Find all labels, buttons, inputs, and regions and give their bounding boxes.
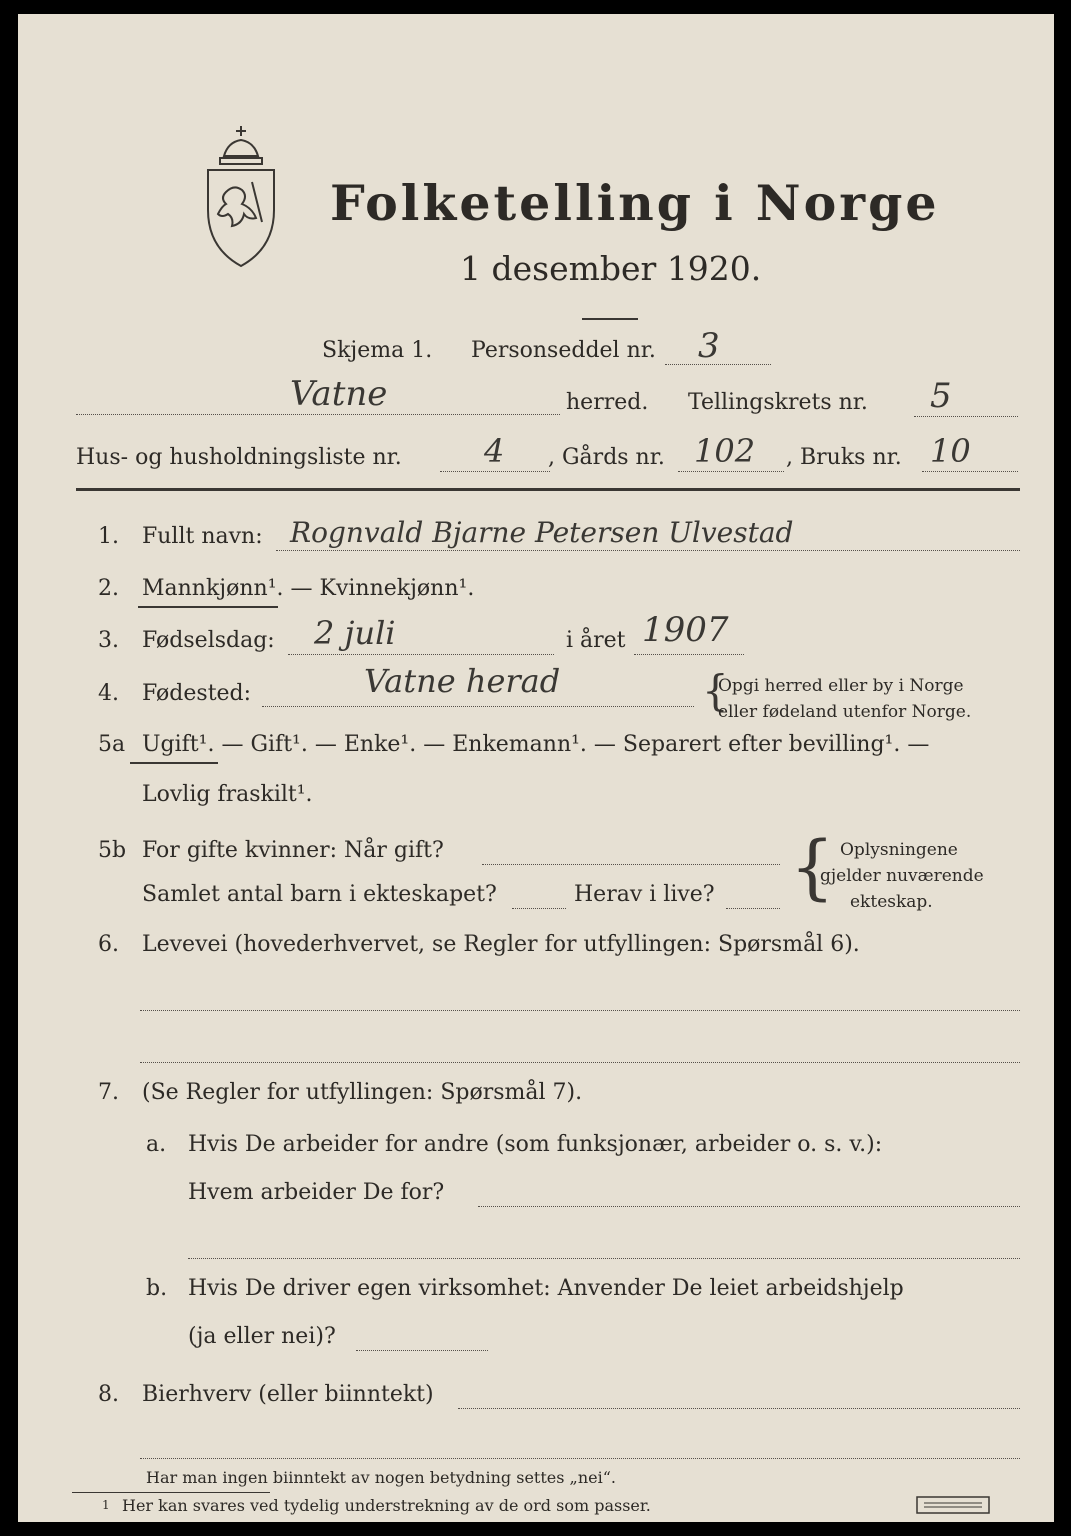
q5a-number: 5a: [98, 732, 126, 757]
q7a-line1: Hvis De arbeider for andre (som funksjonær, arbeider o. s. v.):: [188, 1132, 883, 1157]
q7b-number: b.: [146, 1276, 168, 1301]
occupation-line-2: [140, 1062, 1020, 1063]
alive-line: [726, 908, 780, 909]
marital-underline: [130, 762, 218, 764]
q3-label: Fødselsdag:: [142, 628, 275, 653]
year-line: [634, 654, 744, 655]
census-form-page: [18, 14, 1054, 1522]
gards-line: [678, 471, 784, 472]
side-income-line-2: [140, 1458, 1020, 1459]
q5b-number: 5b: [98, 838, 127, 863]
tellingskrets-line: [914, 416, 1018, 417]
herred-value[interactable]: Vatne: [290, 374, 388, 414]
tellingskrets-value[interactable]: 5: [930, 376, 952, 416]
personseddel-value[interactable]: 3: [698, 326, 720, 366]
herred-label: herred.: [566, 390, 649, 415]
q4-note-line1: Opgi herred eller by i Norge: [718, 676, 964, 696]
q7a-number: a.: [146, 1132, 167, 1157]
herred-line: [76, 414, 560, 415]
q4-line: [262, 706, 694, 707]
q3-number: 3.: [98, 628, 119, 653]
q7-label: (Se Regler for utfyllingen: Spørsmål 7).: [142, 1080, 583, 1105]
q2-number: 2.: [98, 576, 119, 601]
birth-year-value[interactable]: 1907: [642, 610, 729, 650]
year-label: i året: [566, 628, 626, 653]
q7-number: 7.: [98, 1080, 119, 1105]
q5b-note-line3: ekteskap.: [850, 892, 933, 912]
header-rule: [76, 488, 1020, 491]
q7b-line2: (ja eller nei)?: [188, 1324, 336, 1349]
gender-options[interactable]: Mannkjønn¹. — Kvinnekjønn¹.: [142, 576, 475, 601]
q5b-brace: {: [790, 826, 835, 908]
footnote-rule: [72, 1492, 270, 1493]
husliste-value[interactable]: 4: [484, 432, 505, 470]
side-income-line-1: [458, 1408, 1020, 1409]
full-name-value[interactable]: Rognvald Bjarne Petersen Ulvestad: [290, 516, 794, 549]
income-note: Har man ingen biinntekt av nogen betydning settes „nei“.: [146, 1468, 616, 1487]
norwegian-coat-of-arms-icon: [196, 122, 286, 272]
q3-line: [288, 654, 554, 655]
q1-label: Fullt navn:: [142, 524, 263, 549]
marital-status-options[interactable]: Ugift¹. — Gift¹. — Enke¹. — Enkemann¹. — Separert efter bevilling¹. —: [142, 732, 930, 757]
married-when-line: [482, 864, 780, 865]
q1-line: [276, 550, 1020, 551]
marital-status-line2[interactable]: Lovlig fraskilt¹.: [142, 782, 313, 807]
q7b-line1: Hvis De driver egen virksomhet: Anvender De leiet arbeidshjelp: [188, 1276, 904, 1301]
schema-label: Skjema 1.: [322, 338, 433, 363]
husliste-line: [440, 471, 550, 472]
form-title: Folketelling i Norge: [330, 174, 940, 232]
gender-underline: [138, 606, 278, 608]
bruks-value[interactable]: 10: [930, 432, 971, 470]
q6-number: 6.: [98, 932, 119, 957]
gards-label: , Gårds nr.: [548, 445, 665, 470]
hired-help-line: [356, 1350, 488, 1351]
q4-note-line2: eller fødeland utenfor Norge.: [718, 702, 972, 722]
bruks-line: [922, 471, 1018, 472]
q5b-children-label: Samlet antal barn i ekteskapet?: [142, 882, 497, 907]
birthplace-value[interactable]: Vatne herad: [364, 662, 561, 700]
q4-label: Fødested:: [142, 681, 252, 706]
bruks-label: , Bruks nr.: [786, 445, 902, 470]
occupation-line-1: [140, 1010, 1020, 1011]
birthday-value[interactable]: 2 juli: [314, 614, 396, 652]
children-line: [512, 908, 566, 909]
gards-value[interactable]: 102: [694, 432, 756, 470]
employer-line-1: [478, 1206, 1020, 1207]
q5b-note-line1: Oplysningene: [840, 840, 958, 860]
q5b-alive-label: Herav i live?: [574, 882, 715, 907]
personseddel-label: Personseddel nr.: [471, 338, 656, 363]
title-divider: [582, 318, 638, 320]
husliste-label: Hus- og husholdningsliste nr.: [76, 445, 402, 470]
q5b-note-line2: gjelder nuværende: [820, 866, 984, 886]
q8-number: 8.: [98, 1382, 119, 1407]
printer-stamp-icon: [916, 1496, 990, 1514]
census-date: 1 desember 1920.: [460, 249, 762, 288]
footnote-mark: 1: [102, 1498, 110, 1512]
employer-line-2: [188, 1258, 1020, 1259]
q4-brace: {: [702, 666, 729, 715]
q8-label: Bierhverv (eller biinntekt): [142, 1382, 434, 1407]
tellingskrets-label: Tellingskrets nr.: [688, 390, 868, 415]
q4-number: 4.: [98, 681, 119, 706]
q6-label: Levevei (hovederhvervet, se Regler for utfyllingen: Spørsmål 6).: [142, 932, 860, 957]
q5b-line1: For gifte kvinner: Når gift?: [142, 838, 444, 863]
q7a-line2: Hvem arbeider De for?: [188, 1180, 445, 1205]
q1-number: 1.: [98, 524, 119, 549]
footnote-text: Her kan svares ved tydelig understrekning av de ord som passer.: [122, 1496, 651, 1515]
